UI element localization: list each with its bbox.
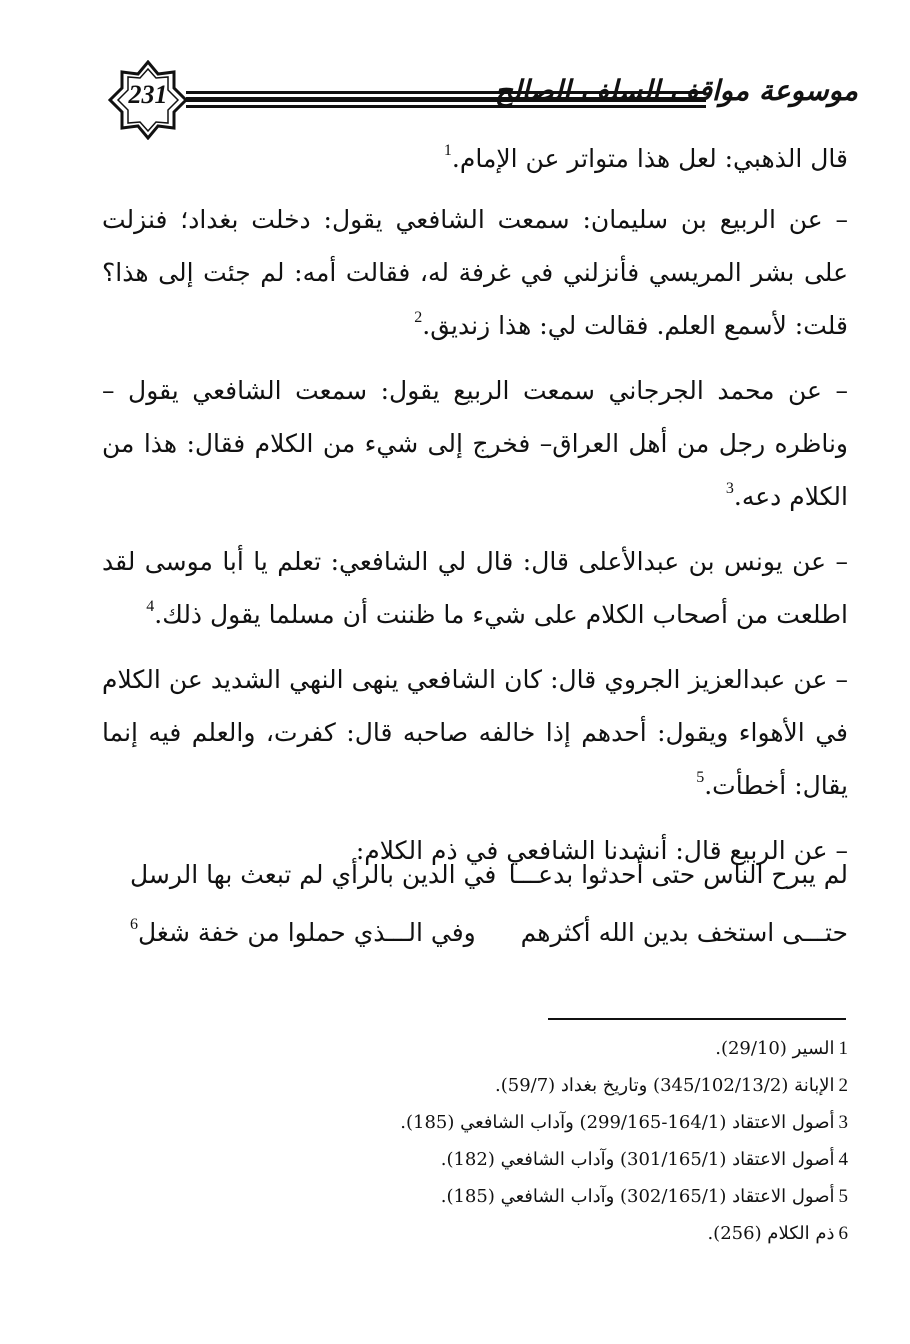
paragraph: قال الذهبي: لعل هذا متواتر عن الإمام.$^1$ [443,142,848,173]
footnote-ref: 4 [146,598,155,615]
poem-verse [120,860,848,910]
footnotes [300,1030,848,1252]
footnote-ref: 1 [443,142,452,159]
page-number-badge [108,60,188,140]
page-number: 231 [128,80,168,109]
footnote: 2الإبانة (345/102/13/2) وتاريخ بغداد (59/7). [495,1075,848,1096]
footnote: 5أصول الاعتقاد (302/165/1) وآداب الشافعي (185). [440,1186,848,1207]
paragraph: – عن الربيع قال: أنشدنا الشافعي في ذم الكلام: [355,836,848,865]
footnote-ref: 6 [130,916,138,933]
paragraph: – عن عبدالعزيز الجروي قال: كان الشافعي ينهى النهي الشديد عن الكلام في الأهواء ويقول: أحدهم إذا خالفه صاحبه قال: كفرت، والعلم فيه إنما يقال: أخطأت.$^5$ [102,665,848,800]
verse-second-hemistich: في الدين بالرأي لم تبعث بها الرسل [130,860,497,889]
footnote: 1السير (29/10). [715,1038,848,1059]
footnote-ref: 5 [696,769,705,786]
footnote: 3أصول الاعتقاد (164/1-299/165) وآداب الشافعي (185). [400,1112,848,1133]
paragraph: – عن محمد الجرجاني سمعت الربيع يقول: سمعت الشافعي يقول – وناظره رجل من أهل العراق– فخرج إلى شيء من الكلام فقال: هذا من الكلام دعه.$^3$ [102,376,848,511]
footnote-ref: 3 [725,480,734,497]
series-title: موسوعة مواقف السلف الصالح [494,74,858,107]
verse-first-hemistich: لم يبرح الناس حتى أحدثوا بدعـــا [508,860,848,889]
paragraph: – عن الربيع بن سليمان: سمعت الشافعي يقول: دخلت بغداد؛ فنزلت على بشر المريسي فأنزلني في غرفة له، فقالت أمه: لم جئت إلى هذا؟ قلت: لأسمع العلم. فقالت لي: هذا زنديق.$^2$ [102,205,848,340]
paragraph: – عن يونس بن عبدالأعلى قال: قال لي الشافعي: تعلم يا أبا موسى لقد اطلعت من أصحاب الكلام على شيء ما ظننت أن مسلما يقول ذلك.$^4$ [102,547,848,629]
verse-first-hemistich: حتـــى استخف بدين الله أكثرهم [520,918,848,947]
footnote-ref: 2 [414,309,423,326]
footnote: 4أصول الاعتقاد (301/165/1) وآداب الشافعي (182). [440,1149,848,1170]
verse-second-hemistich: وفي الـــذي حملوا من خفة شغل$^6$ [130,916,476,947]
poem-verse [120,918,848,968]
main-text [102,132,848,889]
footnote: 6ذم الكلام (256). [707,1223,848,1244]
page-header [108,60,858,140]
footnote-separator [548,1018,846,1020]
